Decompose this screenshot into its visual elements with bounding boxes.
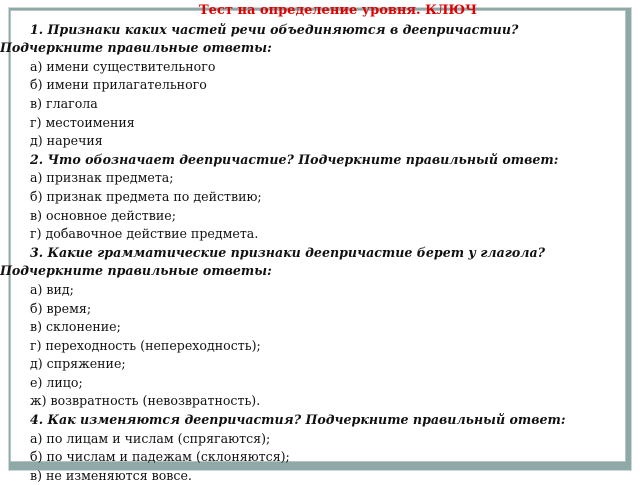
question-2: 2. Что обозначает деепричастие? Подчеркните правильный ответ:: [30, 151, 559, 167]
answer-4c: в) не изменяются вовсе.: [30, 467, 192, 483]
question-1: 1. Признаки каких частей речи объединяются в деепричастии? Подчеркните правильные ответы:: [0, 21, 519, 56]
answer-1e: д) наречия: [30, 133, 103, 149]
answer-2c: в) основное действие;: [30, 207, 176, 223]
answer-2d: г) добавочное действие предмета.: [30, 226, 259, 242]
answer-1c: в) глагола: [30, 95, 98, 111]
answer-2a: а) признак предмета;: [30, 170, 174, 186]
answer-3a: а) вид;: [30, 281, 74, 297]
slide-content: [0, 2, 616, 485]
answer-3e: д) спряжение;: [30, 356, 126, 372]
answer-3b: б) время;: [30, 300, 92, 316]
answer-3f: е) лицо;: [30, 374, 83, 390]
answer-1d: г) местоимения: [30, 114, 135, 130]
question-3: 3. Какие грамматические признаки деепричастие берет у глагола? Подчеркните правильные ответы:: [0, 244, 546, 279]
question-4: 4. Как изменяются деепричастия? Подчеркните правильный ответ:: [30, 412, 566, 428]
answer-1b: б) имени прилагательного: [30, 77, 207, 93]
answer-4b: б) по числам и падежам (склоняются);: [30, 449, 290, 465]
answer-3g: ж) возвратность (невозвратность).: [30, 393, 261, 409]
answer-1a: а) имени существительного: [30, 58, 216, 74]
answer-4a: а) по лицам и числам (спрягаются);: [30, 430, 271, 446]
answer-3d: г) переходность (непереходность);: [30, 337, 261, 353]
answer-2b: б) признак предмета по действию;: [30, 188, 262, 204]
answer-3c: в) склонение;: [30, 319, 121, 335]
page-title: Тест на определение уровня. КЛЮЧ: [199, 3, 477, 18]
